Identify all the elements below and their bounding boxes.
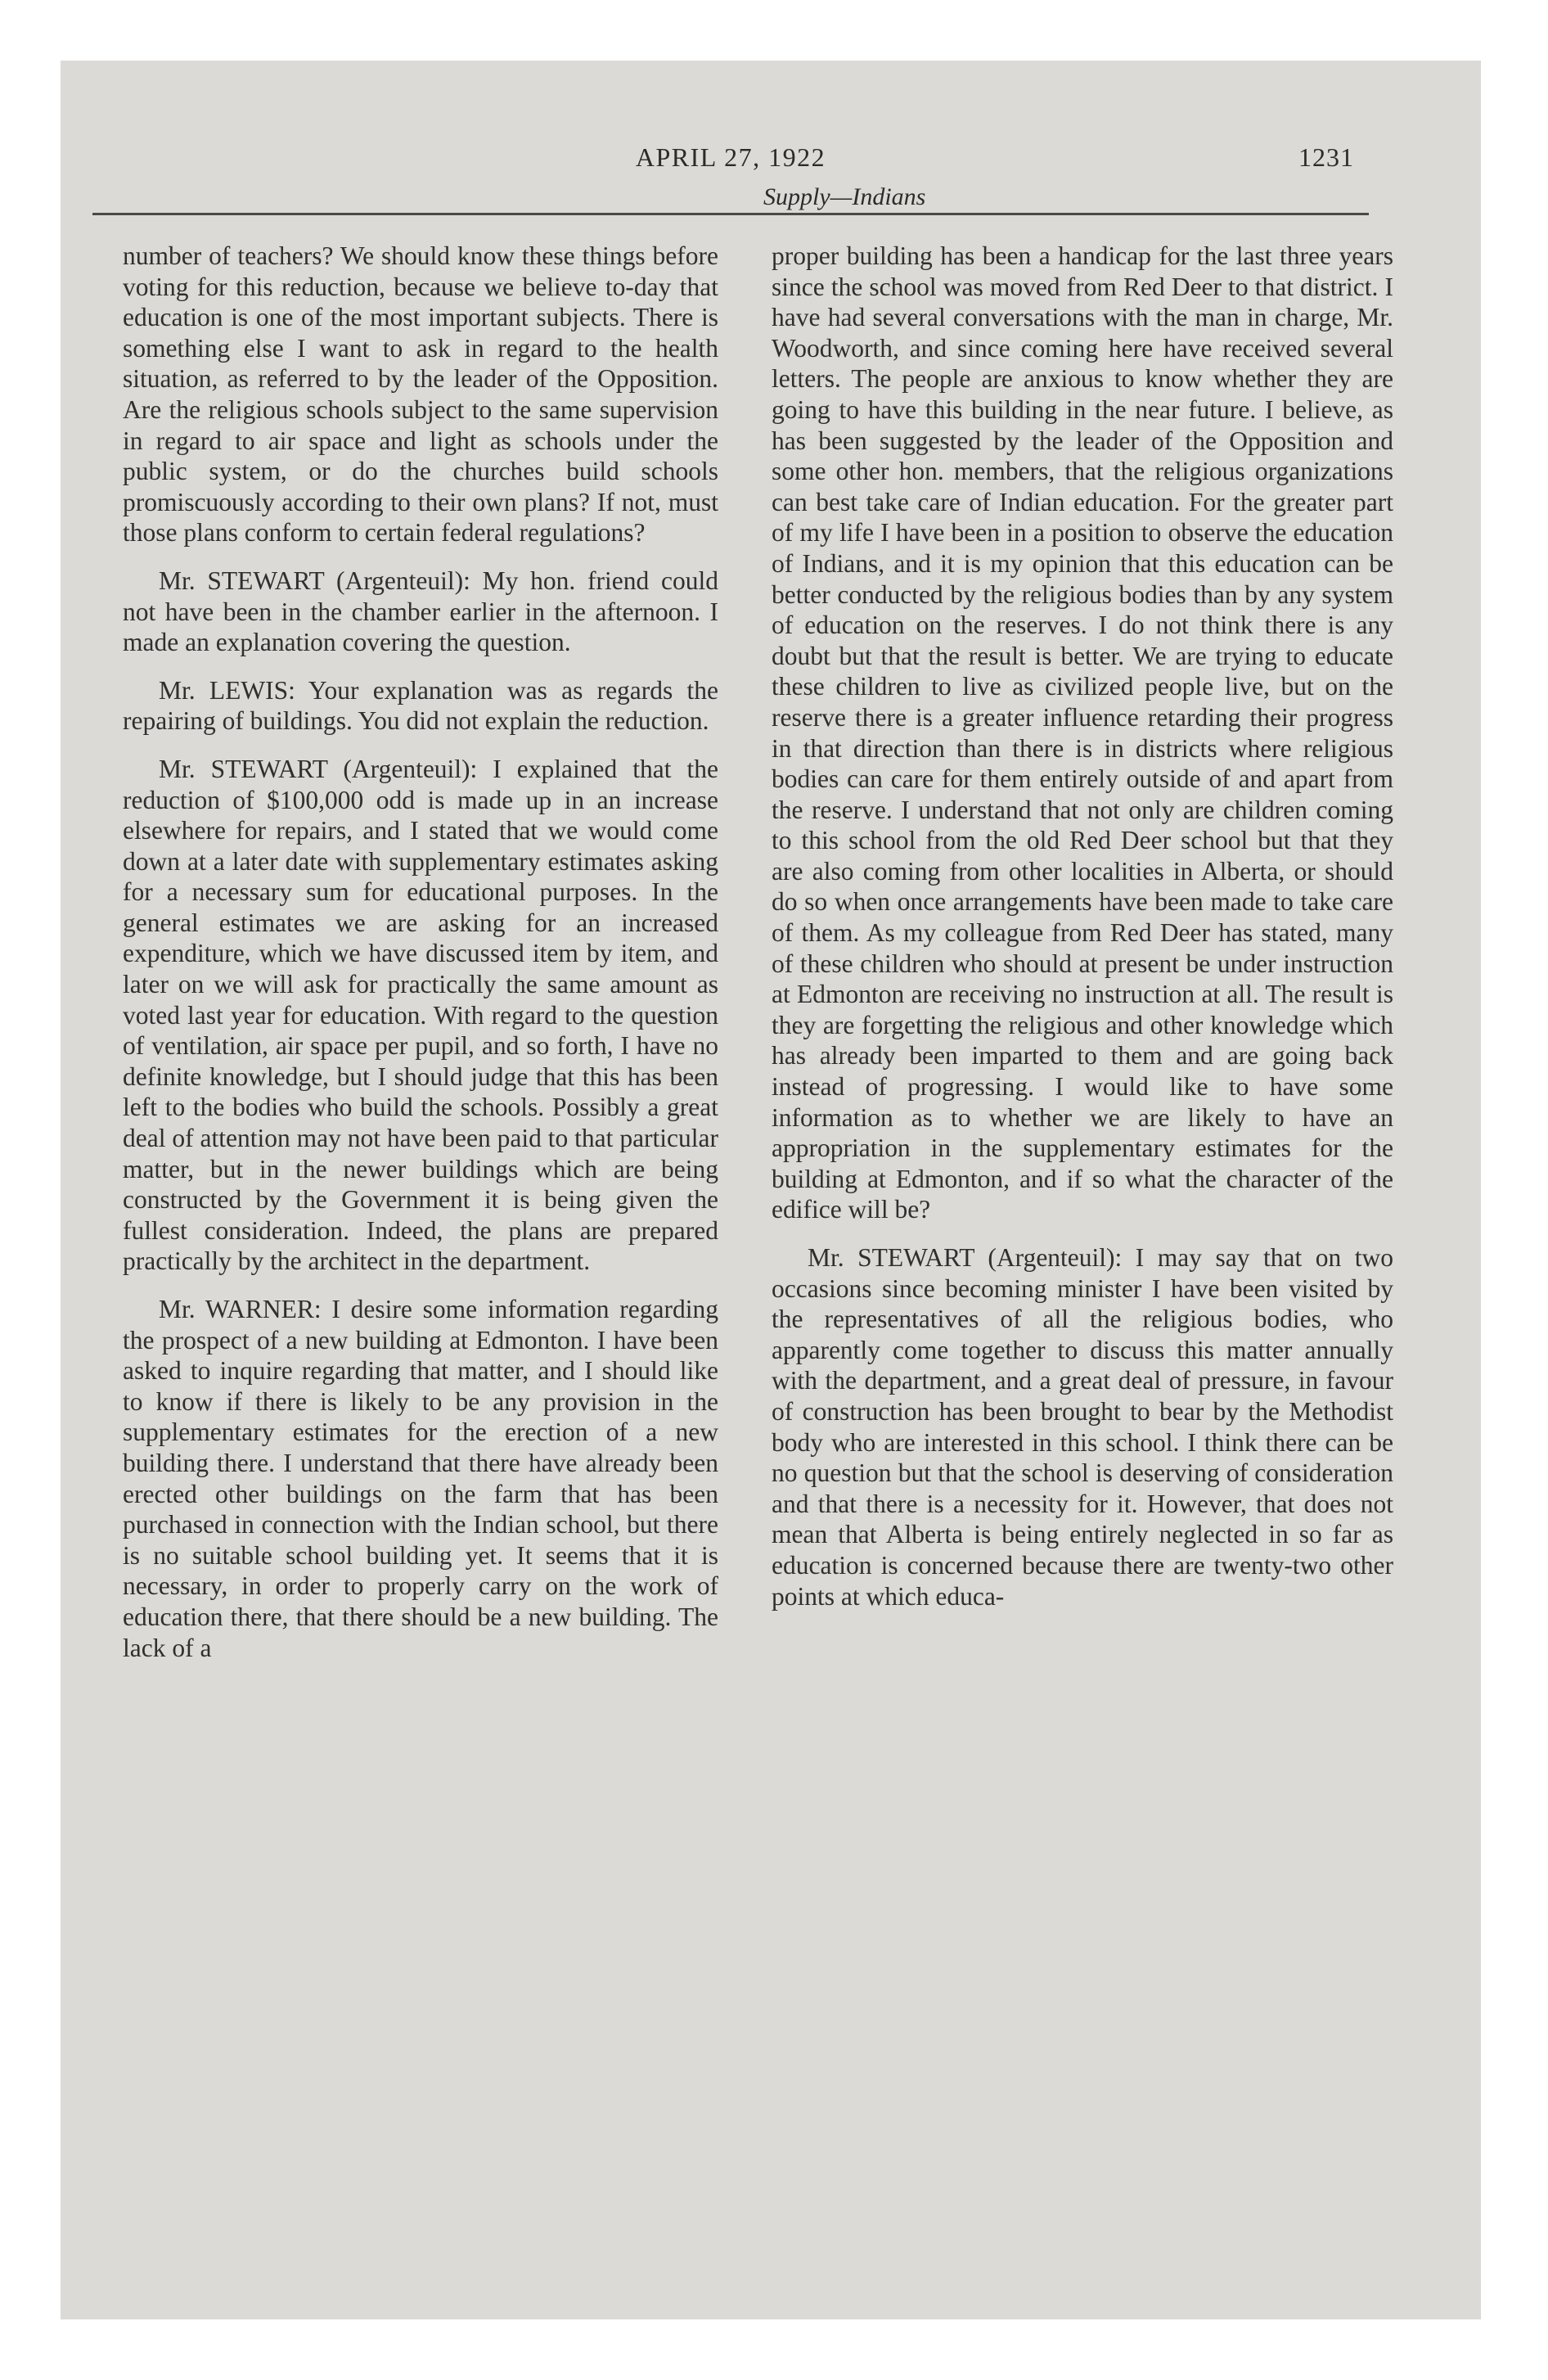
paragraph: proper building has been a handicap for the last three years since the school was moved from Red Deer to that district. I have had several conversations with the man in charge, Mr. Woodworth, and since coming here have received several letters. The people are anxious to know whether they are going to have this building in the near future. I believe, as has been suggested by the leader of the Opposition and some other hon. members, that the religious organizations can best take care of Indian education. For the greater part of my life I have been in a position to observe the education of Indians, and it is my opinion that this education can be better conducted by the religious bodies than by any system of education on the reserves. I do not think there is any doubt but that the result is better. We are trying to educate these children to live as civilized people live, but on the reserve there is a greater influence retarding their progress in that direction than there is in districts where religious bodies can care for them entirely outside of and apart from the reserve. I understand that not only are children coming to this school from the old Red Deer school but that they are also coming from other localities in Alberta, or should do so when once arrangements have been made to take care of them. As my colleague from Red Deer has stated, many of these children who should at present be under instruction at Edmonton are receiving no instruction at all. The result is they are forgetting the religious and other knowledge which has already been imparted to them and are going back instead of progressing. I would like to have some information as to whether we are likely to have an appropriation in the supplementary estimates for the building at Edmonton, and if so what the character of the edifice will be?	[772, 241, 1393, 1224]
running-head	[92, 129, 1369, 211]
section-title: Supply—Indians	[763, 183, 926, 210]
right-column	[772, 241, 1393, 1611]
paragraph: Mr. STEWART (Argenteuil): I may say that on two occasions since becoming minister I have been visited by the representatives of all the religious bodies, who apparently come together to discuss this matter annually with the department, and a great deal of pressure, in favour of construction has been brought to bear by the Methodist body who are interested in this school. I think there can be no question but that the school is deserving of consideration and that there is a necessity for it. However, that does not mean that Alberta is being entirely neglected in so far as education is concerned because there are twenty-two other points at which educa-	[772, 1243, 1393, 1611]
page-number: 1231	[1298, 142, 1354, 172]
left-column	[123, 241, 718, 1663]
page-date: APRIL 27, 1922	[635, 142, 826, 172]
paragraph: Mr. STEWART (Argenteuil): My hon. friend could not have been in the chamber earlier in the afternoon. I made an explanation covering the question.	[123, 566, 718, 657]
paragraph: number of teachers? We should know these things before voting for this reduction, because we believe to-day that education is one of the most important subjects. There is something else I want to ask in regard to the health situation, as referred to by the leader of the Opposition. Are the religious schools subject to the same supervision in regard to air space and light as schools under the public system, or do the churches build schools promiscuously according to their own plans? If not, must those plans conform to certain federal regulations?	[123, 241, 718, 548]
header-rule	[92, 213, 1369, 215]
paragraph: Mr. STEWART (Argenteuil): I explained that the reduction of $100,000 odd is made up in an increase elsewhere for repairs, and I stated that we would come down at a later date with supplementary estimates asking for a necessary sum for educational purposes. In the general estimates we are asking for an increased expenditure, which we have discussed item by item, and later on we will ask for practically the same amount as voted last year for education. With regard to the question of ventilation, air space per pupil, and so forth, I have no definite knowledge, but I should judge that this has been left to the bodies who build the schools. Possibly a great deal of attention may not have been paid to that particular matter, but in the newer buildings which are being constructed by the Government it is being given the fullest consideration. Indeed, the plans are prepared practically by the architect in the department.	[123, 754, 718, 1276]
paragraph: Mr. WARNER: I desire some information regarding the prospect of a new building at Edmonton. I have been asked to inquire regarding that matter, and I should like to know if there is likely to be any provision in the supplementary estimates for the erection of a new building there. I understand that there have already been erected other buildings on the farm that has been purchased in connection with the Indian school, but there is no suitable school building yet. It seems that it is necessary, in order to properly carry on the work of education there, that there should be a new building. The lack of a	[123, 1295, 718, 1662]
paragraph: Mr. LEWIS: Your explanation was as regards the repairing of buildings. You did not explain the reduction.	[123, 675, 718, 736]
